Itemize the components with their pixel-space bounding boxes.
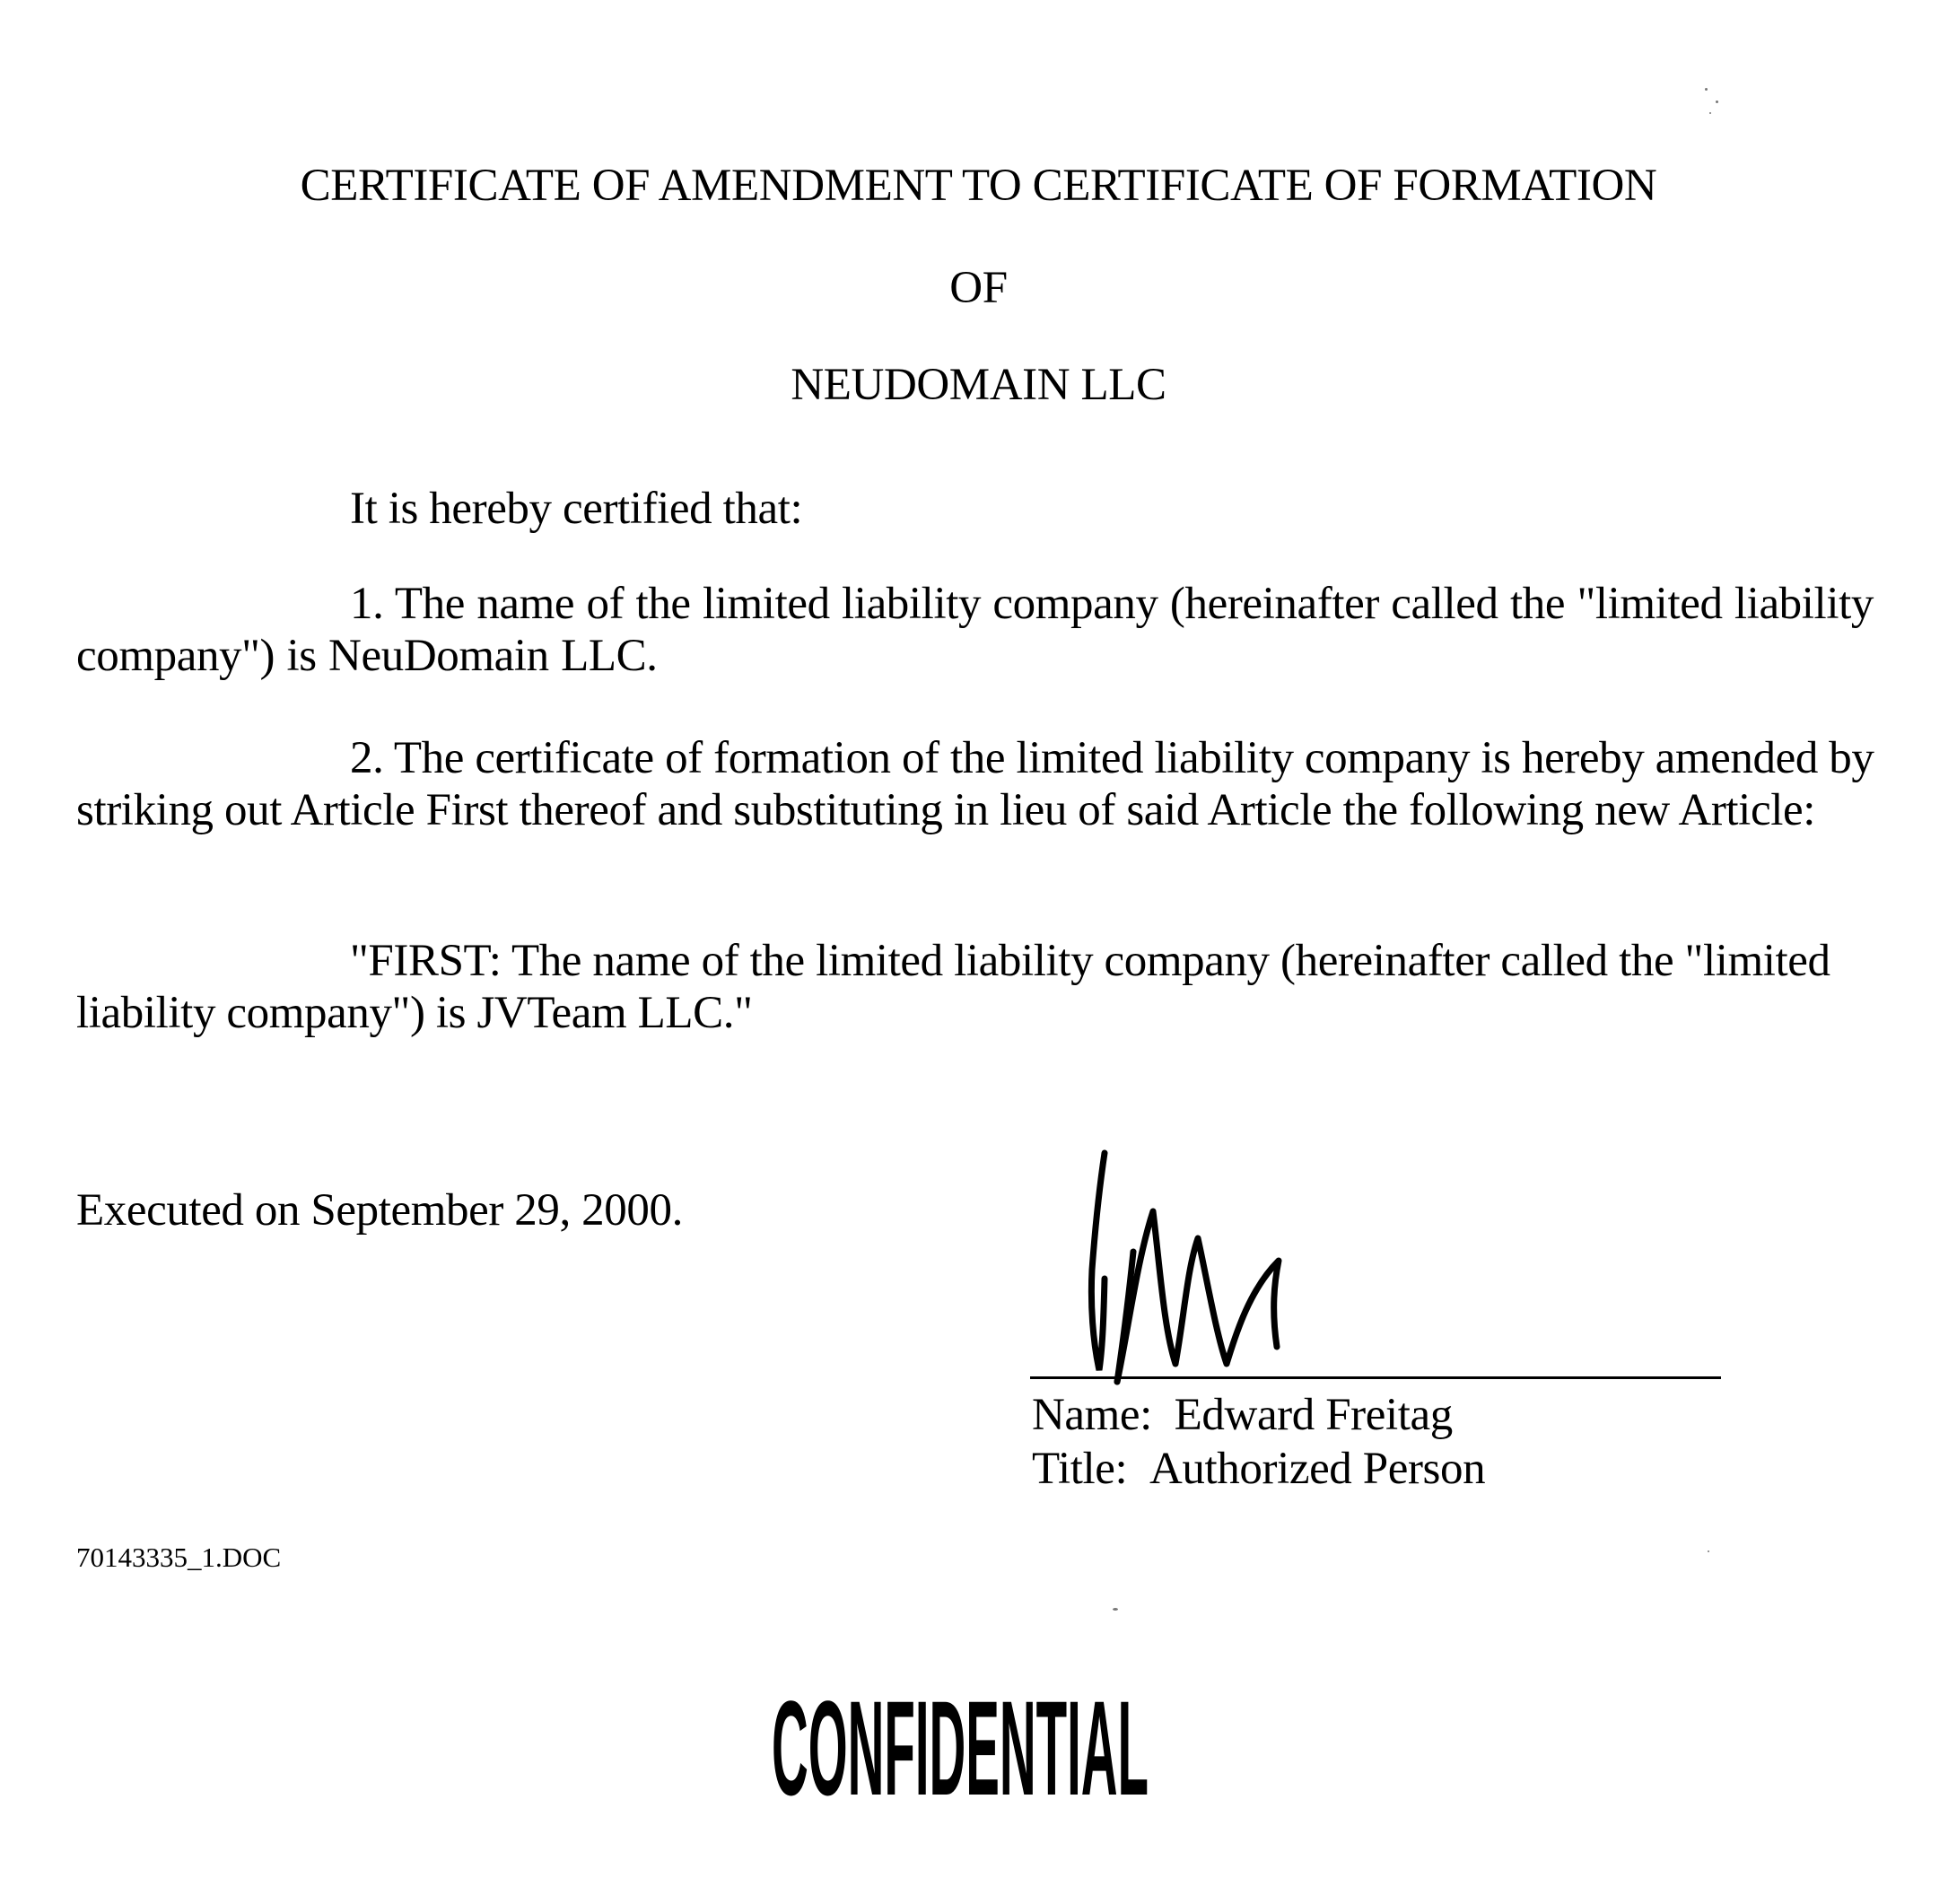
scan-speck bbox=[1113, 1608, 1118, 1611]
scan-speck bbox=[1709, 112, 1711, 114]
signer-name: Edward Freitag bbox=[1174, 1390, 1453, 1440]
scan-speck bbox=[1705, 88, 1708, 91]
scan-speck bbox=[1708, 1550, 1709, 1552]
title-line-3: NEUDOMAIN LLC bbox=[791, 360, 1166, 410]
document-id: 70143335_1.DOC bbox=[76, 1542, 282, 1573]
name-label: Name: bbox=[1032, 1390, 1152, 1440]
paragraph-2: 2. The certificate of formation of the limited liability company is hereby amended by striking out Article First thereof and substituting in lieu of said Article the following new Article: bbox=[76, 733, 1874, 835]
title-line-2: OF bbox=[949, 263, 1008, 313]
signer-title: Authorized Person bbox=[1149, 1444, 1486, 1494]
handwritten-signature bbox=[1063, 1135, 1350, 1404]
signer-name-row bbox=[1032, 1389, 1453, 1441]
intro-text: It is hereby certified that: bbox=[350, 484, 803, 534]
title-label: Title: bbox=[1032, 1444, 1128, 1494]
paragraph-3: "FIRST: The name of the limited liability company (hereinafter called the "limited liability company") is JVTeam LLC." bbox=[76, 936, 1830, 1038]
title-line-1: CERTIFICATE OF AMENDMENT TO CERTIFICATE OF FORMATION bbox=[300, 161, 1657, 211]
signature-line bbox=[1030, 1376, 1721, 1379]
signer-title-row bbox=[1032, 1443, 1485, 1495]
confidential-stamp-text: CONFIDENTIAL bbox=[772, 1673, 1149, 1823]
executed-date: Executed on September 29, 2000. bbox=[76, 1185, 683, 1236]
confidential-stamp bbox=[758, 1669, 1162, 1821]
paragraph-1: 1. The name of the limited liability company (hereinafter called the "limited liability company") is NeuDomain LLC. bbox=[76, 579, 1874, 681]
scan-speck bbox=[1716, 100, 1718, 103]
